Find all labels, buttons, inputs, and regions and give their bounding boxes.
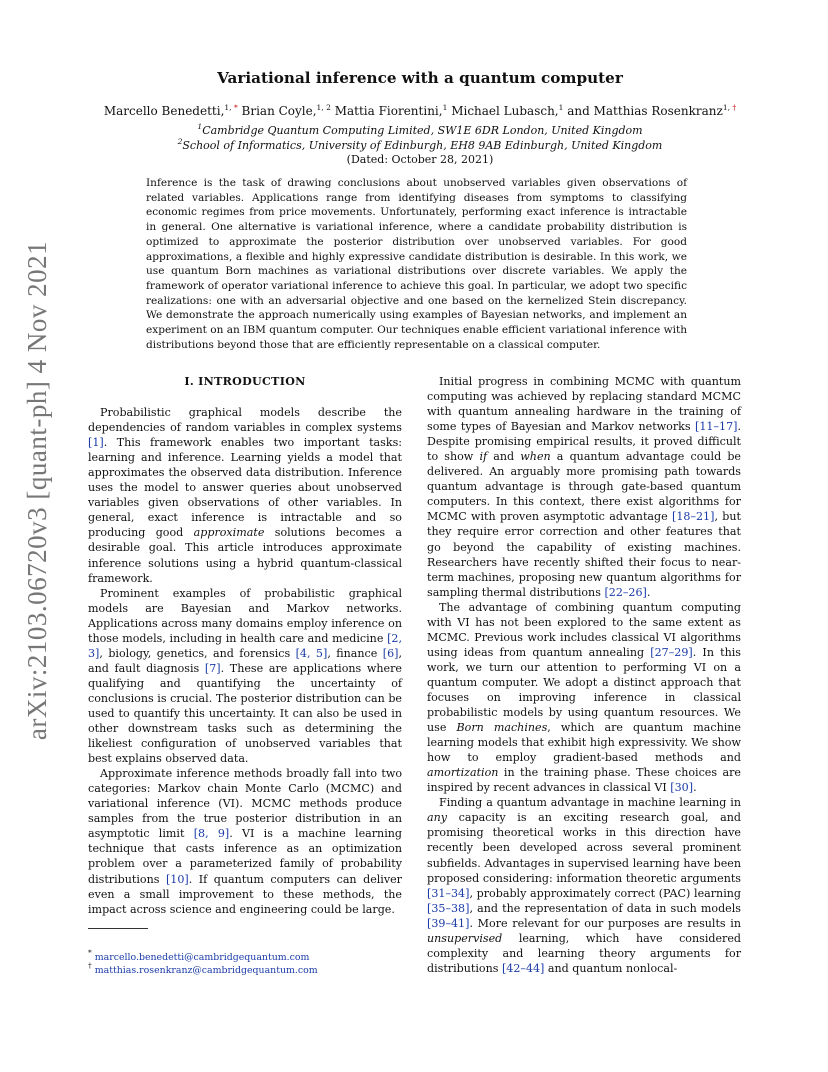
author-affiliation-mark: 1 [442,103,448,112]
text-run: . [693,781,697,795]
body-paragraph [88,766,402,916]
right-column [427,374,741,976]
text-run: in the training phase. These choices are inspired by recent advances in classical VI [427,766,741,795]
citation-link[interactable]: [11–17] [695,420,738,434]
abstract: Inference is the task of drawing conclusions about unobserved variables given observations of related variables. Applications range from identifying diseases from symptoms to classifying economic regimes from price movements. Unfortunately, performing exact inference is intractable in general. One alternative is variational inference, where a candidate probability distribution is optimized to approximate the posterior distribution over unobserved variables. For good approximations, a flexible and highly expressive candidate distribution is desirable. In this work, we use quantum Born machines as variational distributions over discrete variables. We apply the framework of operator variational inference to achieve this goal. In particular, we adopt two specific realizations: one with an adversarial objective and one based on the kernelized Stein discrepancy. We demonstrate the approach numerically using examples of Bayesian networks, and implement an experiment on an IBM quantum computer. Our techniques enable efficient variational inference with distributions beyond those that are efficiently representable on a classical computer. [146,177,687,351]
citation-link[interactable]: [39–41] [427,916,470,930]
citation-link[interactable]: [8, 9] [193,827,230,841]
text-run: . VI is a machine learning technique that casts inference as an optimization problem over a parameterized family of probability distributions [88,827,402,886]
author-name: Marcello Benedetti, [103,104,225,118]
author-affiliation-mark: 1, * [224,103,238,112]
text-run: Probabilistic graphical models describe the dependencies of random variables in complex systems [88,406,402,435]
author-affiliation-mark: 1, 2 [316,103,331,112]
text-run: , biology, genetics, and forensics [99,646,296,660]
emphasis-text: Born machines [456,721,548,735]
left-column [88,374,402,917]
citation-link[interactable]: [42–44] [501,961,545,975]
text-run: . Despite promising empirical results, it proved difficult to show [427,420,741,464]
author-affiliation-mark: 1, † [722,103,737,112]
text-run: , and fault diagnosis [88,646,402,675]
text-run: Prominent examples of probabilistic graphical models are Bayesian and Markov networks. Applications across many domains employ inference on those models, including in health care and medicine [88,586,402,645]
text-run: , which are quantum machine learning models that exhibit high expressivity. We show how to employ gradient-based methods and [427,721,741,765]
text-run: . [646,585,651,599]
emphasis-text: unsupervised [427,931,503,945]
emphasis-text: if [479,450,488,464]
footnote-mark: † [88,961,92,970]
emphasis-text: approximate [193,526,265,540]
citation-link[interactable]: [35–38] [427,901,470,915]
author-name: Brian Coyle, [241,104,317,118]
text-run: , probably approximately correct (PAC) learning [469,886,741,900]
left-paragraphs [88,405,402,917]
author-affiliation-mark: 1 [558,103,564,112]
text-run: capacity is an exciting research goal, and promising theoretical works in this direction have recently been developed across several prominent subfields. Advantages in supervised learning have been proposed considering: information theoretic arguments [427,811,741,885]
affiliation-1 [90,124,750,137]
arxiv-identifier: arXiv:2103.06720v3 [quant-ph] 4 Nov 2021 [22,240,53,740]
author-name: Matthias Rosenkranz [593,104,723,118]
text-run: , but they require error correction and other features that go beyond the capability of existing machines. Researchers have recently shifted their focus to near-term machines, proposing new quantum algorithms for sampling thermal distributions [427,510,741,599]
text-run: . These are applications where qualifying and quantifying the uncertainty of conclusions is crucial. The posterior distribution can be used to quantify this uncertainty. It can also be used in other downstream tasks such as determining the likeliest configuration of unobserved variables that best explains observed data. [88,661,402,766]
text-run: . In this work, we turn our attention to performing VI on a quantum computer. We adopt a distinct approach that focuses on improving inference in classical probabilistic models by using quantum resources. We use [427,645,741,735]
date-line: (Dated: October 28, 2021) [346,153,494,166]
emphasis-text: amortization [427,766,499,780]
citation-link[interactable]: [10] [165,872,189,886]
affiliation-text: Cambridge Quantum Computing Limited, SW1E 6DR London, United Kingdom [202,124,643,137]
text-run: solutions becomes a desirable goal. This article introduces approximate inference solutions using a hybrid quantum-classical framework. [88,526,403,585]
text-run: Initial progress in combining MCMC with quantum computing was achieved by replacing standard MCMC with quantum annealing hardware in the training of some types of Bayesian and Markov networks [427,375,741,434]
email-link[interactable]: marcello.benedetti@cambridgequantum.com [94,952,310,963]
citation-link[interactable]: [31–34] [427,886,470,900]
author-list: Marcello Benedetti,$^{1, *}$ Brian Coyle,$^{1, 2}$ Mattia Fiorentini,$^1$ Michael Lubasch,$^1$ and Matthias Rosenkranz$^{1, \dagger}$ [103,103,737,118]
text-run: . More relevant for our purposes are results in [469,916,741,930]
citation-link[interactable]: [6] [382,646,399,660]
citation-link[interactable]: [1] [88,436,104,450]
author-name: Mattia Fiorentini, [334,104,443,118]
author-name: Michael Lubasch, [451,104,559,118]
citation-link[interactable]: [30] [670,781,694,795]
right-paragraphs [427,374,741,976]
text-run: , finance [327,646,383,660]
section-heading: I. INTRODUCTION [184,375,306,388]
affiliation-number: 1 [197,122,203,131]
email-link[interactable]: matthias.rosenkranz@cambridgequantum.com [94,965,318,976]
text-run: . If quantum computers can deliver even a small improvement to these methods, the impact across science and engineering could be large. [88,872,402,916]
body-paragraph [427,600,741,796]
body-paragraph [88,586,402,767]
affiliation-text: School of Informatics, University of Edinburgh, EH8 9AB Edinburgh, United Kingdom [182,139,663,152]
text-run: Finding a quantum advantage in machine learning in [439,796,741,810]
affiliation-number: 2 [177,137,183,146]
body-paragraph [88,405,402,586]
footnote-2 [88,961,408,977]
footnote-mark: * [88,948,92,957]
footnote-divider [88,928,148,929]
citation-link[interactable]: [22–26] [604,585,647,599]
body-paragraph [427,795,741,976]
citation-link[interactable]: [2, 3] [88,631,402,660]
text-run: and [487,450,521,464]
text-run: , and the representation of data in such models [469,901,741,915]
citation-link[interactable]: [18–21] [672,510,715,524]
citation-link[interactable]: [7] [204,661,221,675]
emphasis-text: when [520,450,551,464]
affiliation-2 [90,139,750,152]
footnote-1 [88,948,408,964]
citation-link[interactable]: [27–29] [650,645,693,659]
text-run: learning, which have considered complexity and learning theory arguments for distributions [427,931,741,975]
text-run: Approximate inference methods broadly fall into two categories: Markov chain Monte Carlo (MCMC) and variational inference (VI). MCMC methods produce samples from the true posterior distribution in an asymptotic limit [88,767,402,841]
text-run: a quantum advantage could be delivered. An arguably more promising path towards quantum advantage is through gate-based quantum computers. In this context, there exist algorithms for MCMC with proven asymptotic advantage [427,450,741,524]
text-run: and quantum nonlocal- [544,961,678,975]
emphasis-text: any [427,811,448,825]
citation-link[interactable]: [4, 5] [295,646,328,660]
text-run: . This framework enables two important tasks: learning and inference. Learning yields a model that approximates the observed data distribution. Inference uses the model to answer queries about unobserved variables given observations of other variables. In general, exact inference is intractable and so producing good [88,436,402,540]
text-run: The advantage of combining quantum computing with VI has not been explored to the same extent as MCMC. Previous work includes classical VI algorithms using ideas from quantum annealing [427,600,741,659]
paper-title: Variational inference with a quantum computer [217,69,623,87]
body-paragraph [427,374,741,600]
arxiv-stamp [8,240,68,740]
